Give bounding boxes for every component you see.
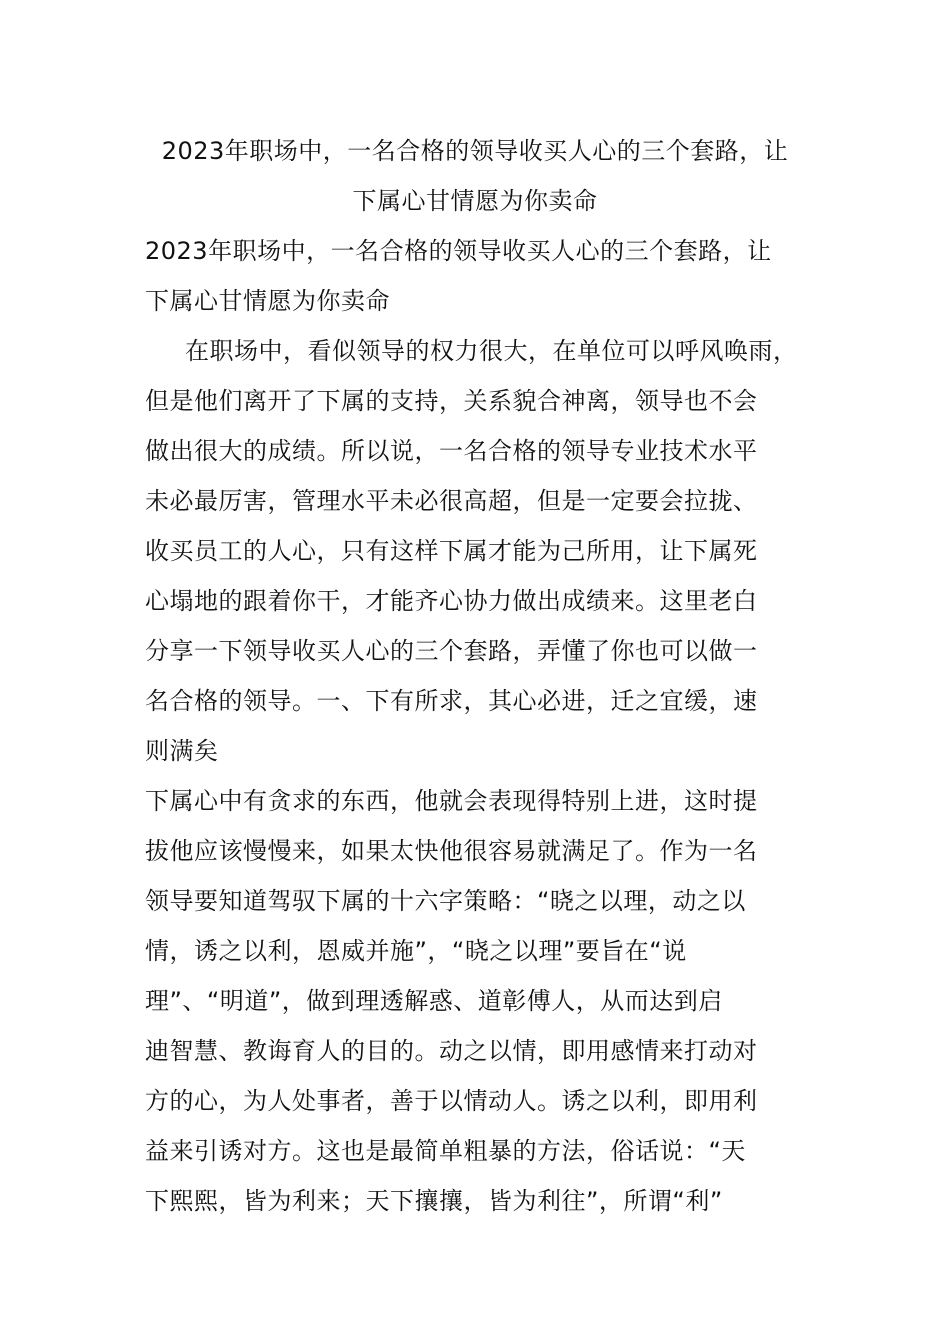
body-line: 下属心中有贪求的东西，他就会表现得特别上进，这时提 (145, 787, 758, 815)
body-line: 做出很大的成绩。所以说，一名合格的领导专业技术水平 (145, 437, 758, 465)
body-line: 领导要知道驾驭下属的十六字策略：“晓之以理，动之以 (145, 887, 746, 915)
body-line: 拔他应该慢慢来，如果太快他很容易就满足了。作为一名 (145, 837, 758, 865)
heading-line-1: 2023年职场中，一名合格的领导收买人心的三个套路，让 (145, 237, 772, 265)
body-line: 分享一下领导收买人心的三个套路，弄懂了你也可以做一 (145, 637, 758, 665)
body-line: 下熙熙，皆为利来；天下攘攘，皆为利往”，所谓“利” (145, 1187, 723, 1215)
body-line: 心塌地的跟着你干，才能齐心协力做出成绩来。这里老白 (145, 587, 758, 615)
document-title-line-2: 下属心甘情愿为你卖命 (352, 187, 598, 215)
body-line: 名合格的领导。一、下有所求，其心必进，迁之宜缓，速 (145, 687, 758, 715)
body-line: 情，诱之以利，恩威并施”，“晓之以理”要旨在“说 (145, 937, 687, 965)
body-line: 益来引诱对方。这也是最简单粗暴的方法，俗话说：“天 (145, 1137, 746, 1165)
document-title-line-1: 2023年职场中，一名合格的领导收买人心的三个套路，让 (161, 137, 789, 165)
body-line: 理”、“明道”，做到理透解惑、道彰傅人，从而达到启 (145, 987, 723, 1015)
body-line: 收买员工的人心，只有这样下属才能为己所用，让下属死 (145, 537, 758, 565)
body-line: 但是他们离开了下属的支持，关系貌合神离，领导也不会 (145, 387, 758, 415)
body-line: 未必最厉害，管理水平未必很高超，但是一定要会拉拢、 (145, 487, 758, 515)
heading-line-2: 下属心甘情愿为你卖命 (145, 287, 390, 315)
body-line: 在职场中，看似领导的权力很大，在单位可以呼风唤雨， (185, 337, 798, 365)
body-line: 方的心，为人处事者，善于以情动人。诱之以利，即用利 (145, 1087, 758, 1115)
body-line: 迪智慧、教诲育人的目的。动之以情，即用感情来打动对 (145, 1037, 758, 1065)
body-line: 则满矣 (145, 737, 219, 765)
